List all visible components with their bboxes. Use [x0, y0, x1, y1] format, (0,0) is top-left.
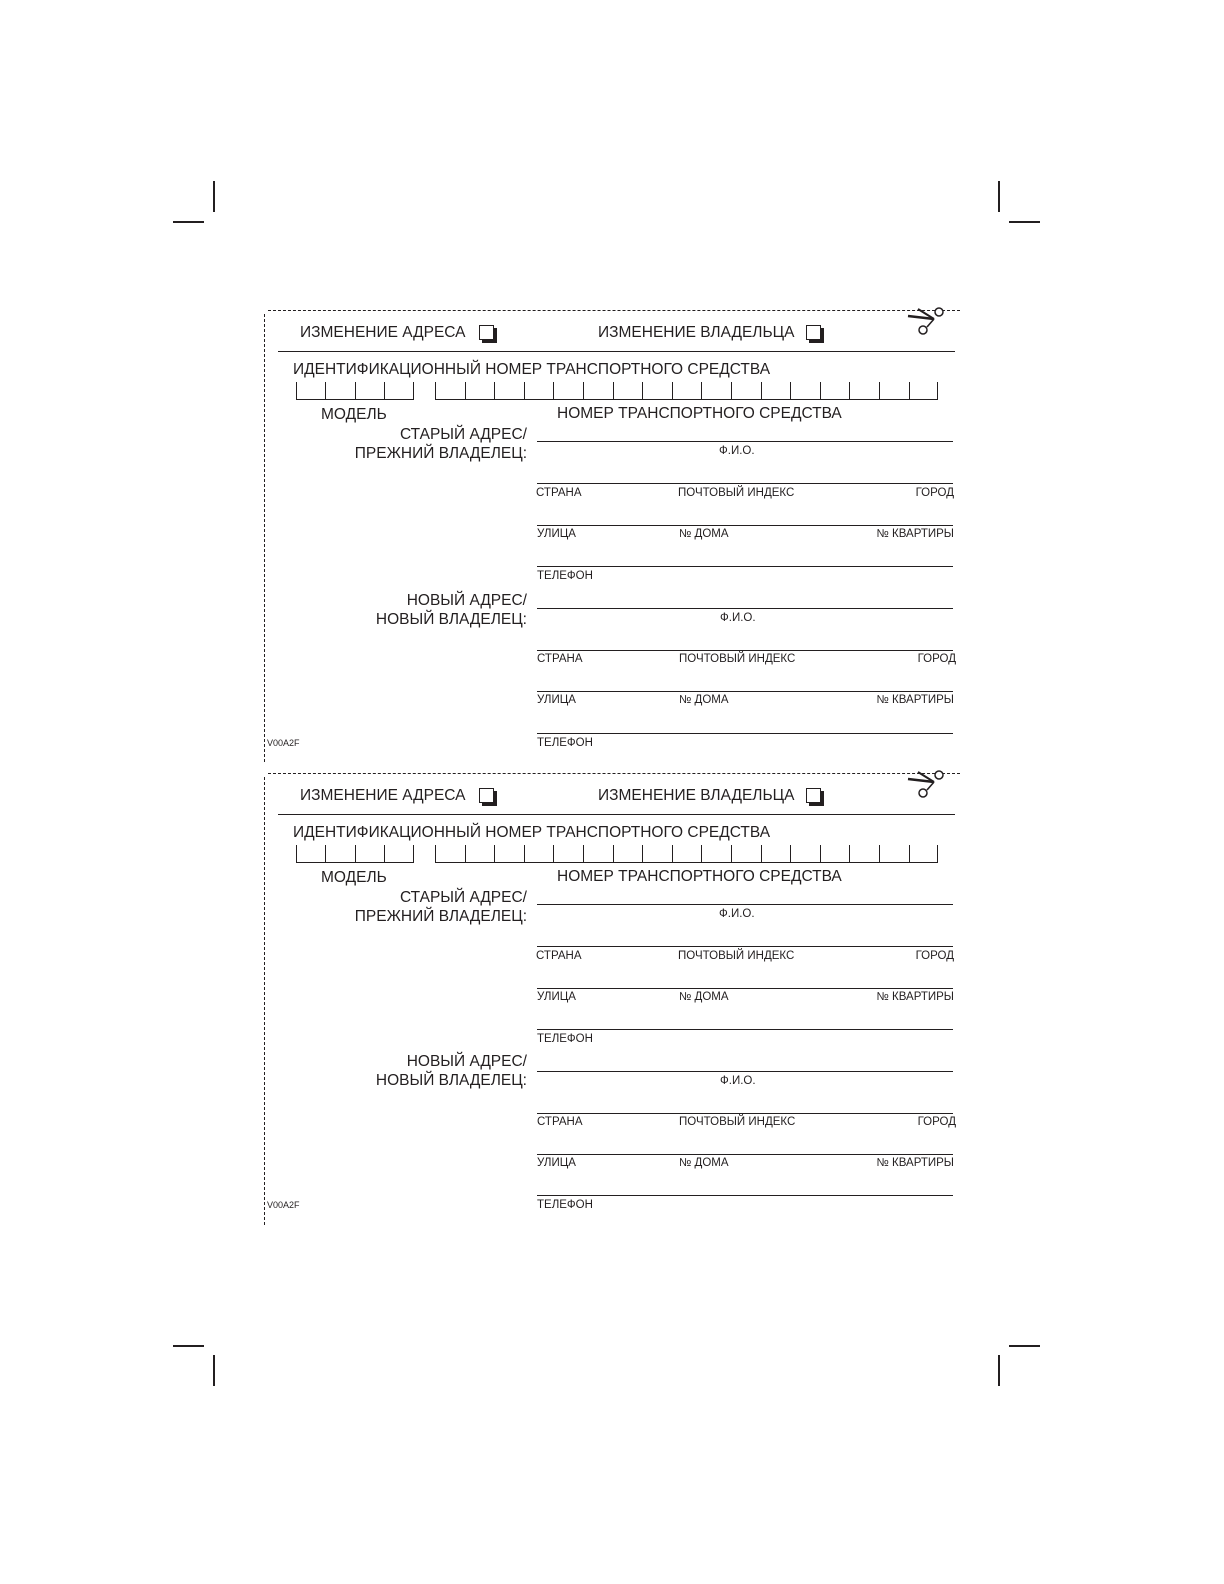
new-fio-line[interactable] [537, 608, 953, 609]
vehicle-number-boxes[interactable] [435, 382, 938, 400]
crop-mark [1009, 1345, 1040, 1347]
model-code-boxes[interactable] [296, 382, 414, 400]
old-apartment-label: № КВАРТИРЫ [876, 991, 954, 1003]
old-street-label: УЛИЦА [537, 528, 576, 540]
crop-mark [998, 181, 1000, 212]
new-street-label: УЛИЦА [537, 1157, 576, 1169]
new-phone-line[interactable] [537, 1195, 953, 1196]
old-phone-label: ТЕЛЕФОН [537, 1033, 593, 1045]
crop-mark [213, 1355, 215, 1386]
new-phone-label: ТЕЛЕФОН [537, 737, 593, 749]
change-address-label: ИЗМЕНЕНИЕ АДРЕСА [300, 787, 466, 804]
change-address-checkbox[interactable] [479, 788, 494, 803]
old-phone-label: ТЕЛЕФОН [537, 570, 593, 582]
new-phone-line[interactable] [537, 733, 953, 734]
old-phone-line[interactable] [537, 566, 953, 567]
old-street-line[interactable] [537, 525, 953, 526]
new-street-line[interactable] [537, 1154, 953, 1155]
old-fio-line[interactable] [537, 441, 953, 442]
old-country-line[interactable] [537, 946, 953, 947]
old-street-label: УЛИЦА [537, 991, 576, 1003]
new-house-label: № ДОМА [679, 1157, 729, 1169]
new-apartment-label: № КВАРТИРЫ [876, 1157, 954, 1169]
new-section-line2: НОВЫЙ ВЛАДЕЛЕЦ: [375, 1072, 527, 1089]
change-owner-checkbox[interactable] [806, 325, 821, 340]
old-fio-label: Ф.И.О. [719, 445, 755, 457]
old-section-line2: ПРЕЖНИЙ ВЛАДЕЛЕЦ: [354, 908, 527, 925]
scissors-icon [906, 770, 946, 798]
new-apartment-label: № КВАРТИРЫ [876, 694, 954, 706]
old-phone-line[interactable] [537, 1029, 953, 1030]
new-house-label: № ДОМА [679, 694, 729, 706]
old-section-line1: СТАРЫЙ АДРЕС/ [399, 426, 527, 443]
new-country-label: СТРАНА [537, 653, 583, 665]
divider [278, 351, 955, 352]
new-postcode-label: ПОЧТОВЫЙ ИНДЕКС [679, 1116, 796, 1128]
new-section-line1: НОВЫЙ АДРЕС/ [406, 1053, 527, 1070]
vehicle-number-label: НОМЕР ТРАНСПОРТНОГО СРЕДСТВА [557, 405, 842, 422]
old-postcode-label: ПОЧТОВЫЙ ИНДЕКС [678, 487, 795, 499]
crop-mark [173, 1345, 204, 1347]
change-form-1 [262, 310, 962, 772]
old-house-label: № ДОМА [679, 991, 729, 1003]
divider [278, 814, 955, 815]
old-country-label: СТРАНА [536, 487, 582, 499]
change-owner-checkbox[interactable] [806, 788, 821, 803]
form-code: V00A2F [267, 1200, 300, 1210]
old-fio-label: Ф.И.О. [719, 908, 755, 920]
model-label: МОДЕЛЬ [321, 869, 387, 886]
old-country-line[interactable] [537, 483, 953, 484]
new-country-label: СТРАНА [537, 1116, 583, 1128]
new-city-label: ГОРОД [917, 1116, 956, 1128]
crop-mark [998, 1355, 1000, 1386]
new-section-line2: НОВЫЙ ВЛАДЕЛЕЦ: [375, 611, 527, 628]
old-house-label: № ДОМА [679, 528, 729, 540]
new-city-label: ГОРОД [917, 653, 956, 665]
vehicle-number-label: НОМЕР ТРАНСПОРТНОГО СРЕДСТВА [557, 868, 842, 885]
new-street-line[interactable] [537, 691, 953, 692]
crop-mark [1009, 221, 1040, 223]
scissors-icon [906, 307, 946, 335]
old-section-line2: ПРЕЖНИЙ ВЛАДЕЛЕЦ: [354, 445, 527, 462]
vin-title: ИДЕНТИФИКАЦИОННЫЙ НОМЕР ТРАНСПОРТНОГО СРЕДСТВА [293, 361, 771, 378]
cut-line-top [268, 310, 960, 311]
new-fio-label: Ф.И.О. [720, 612, 756, 624]
new-street-label: УЛИЦА [537, 694, 576, 706]
old-fio-line[interactable] [537, 904, 953, 905]
new-fio-label: Ф.И.О. [720, 1075, 756, 1087]
change-owner-label: ИЗМЕНЕНИЕ ВЛАДЕЛЬЦА [598, 324, 795, 341]
old-country-label: СТРАНА [536, 950, 582, 962]
model-label: МОДЕЛЬ [321, 406, 387, 423]
new-country-line[interactable] [537, 1113, 953, 1114]
change-form-2 [262, 773, 962, 1235]
new-postcode-label: ПОЧТОВЫЙ ИНДЕКС [679, 653, 796, 665]
vehicle-number-boxes[interactable] [435, 845, 938, 863]
change-address-checkbox[interactable] [479, 325, 494, 340]
cut-line-left [264, 314, 265, 762]
new-phone-label: ТЕЛЕФОН [537, 1199, 593, 1211]
cut-line-top [268, 773, 960, 774]
model-code-boxes[interactable] [296, 845, 414, 863]
old-apartment-label: № КВАРТИРЫ [876, 528, 954, 540]
old-city-label: ГОРОД [915, 950, 954, 962]
change-address-label: ИЗМЕНЕНИЕ АДРЕСА [300, 324, 466, 341]
change-owner-label: ИЗМЕНЕНИЕ ВЛАДЕЛЬЦА [598, 787, 795, 804]
new-country-line[interactable] [537, 650, 953, 651]
old-city-label: ГОРОД [915, 487, 954, 499]
new-fio-line[interactable] [537, 1071, 953, 1072]
old-postcode-label: ПОЧТОВЫЙ ИНДЕКС [678, 950, 795, 962]
crop-mark [213, 181, 215, 212]
vin-title: ИДЕНТИФИКАЦИОННЫЙ НОМЕР ТРАНСПОРТНОГО СРЕДСТВА [293, 824, 771, 841]
crop-mark [173, 221, 204, 223]
old-street-line[interactable] [537, 988, 953, 989]
old-section-line1: СТАРЫЙ АДРЕС/ [399, 889, 527, 906]
cut-line-left [264, 777, 265, 1225]
new-section-line1: НОВЫЙ АДРЕС/ [406, 592, 527, 609]
form-code: V00A2F [267, 738, 300, 748]
